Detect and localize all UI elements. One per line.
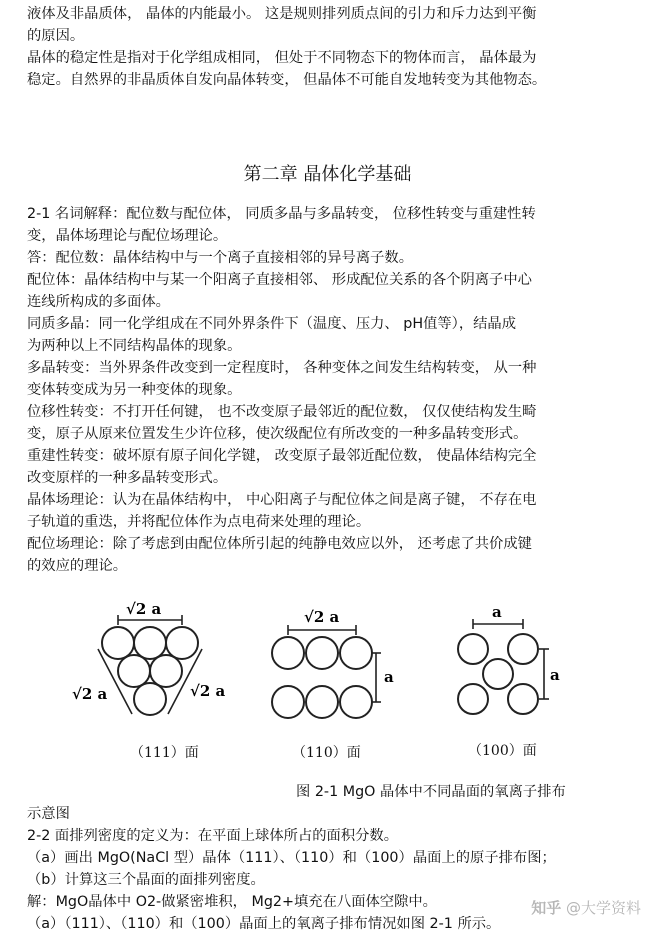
body-line-17: 的效应的理论。 — [27, 558, 128, 574]
body-line-9: 变体转变成为另一种变体的现象。 — [27, 382, 242, 398]
watermark-logo: 知乎 — [531, 899, 562, 917]
tail-line-2: 2-2 面排列密度的定义为：在平面上球体所占的面积分数。 — [27, 828, 399, 844]
fig100-side-label: a — [550, 666, 560, 684]
fig100-face-label: （100）面 — [468, 743, 537, 759]
fig111-left-label: √2 a — [72, 685, 108, 703]
tail-line-1: 示意图 — [27, 806, 70, 822]
intro-line-1: 液体及非晶质体， 晶体的内能最小。 这是规则排列质点间的引力和斥力达到平衡 — [27, 6, 537, 22]
tail-line-3: （a）画出 MgO(NaCl 型）晶体（111）、（110）和（100）晶面上的原子排布图； — [27, 850, 556, 866]
intro-line-3: 晶体的稳定性是指对于化学组成相同， 但处于不同物态下的物体而言， 晶体最为 — [27, 50, 537, 66]
figure-110 — [262, 600, 392, 730]
body-line-5: 连线所构成的多面体。 — [27, 294, 170, 310]
body-line-7: 为两种以上不同结构晶体的现象。 — [27, 338, 242, 354]
body-line-3: 答：配位数：晶体结构中与一个离子直接相邻的异号离子数。 — [27, 250, 414, 266]
fig111-face-label: （111）面 — [130, 745, 199, 761]
watermark-text: @大学资料 — [565, 899, 641, 917]
body-line-16: 配位场理论：除了考虑到由配位体所引起的纯静电效应以外， 还考虑了共价成键 — [27, 536, 532, 552]
figure-111 — [60, 596, 250, 726]
body-line-12: 重建性转变：破坏原有原子间化学键， 改变原子最邻近配位数， 使晶体结构完全 — [27, 448, 537, 464]
intro-line-2: 的原因。 — [27, 28, 85, 44]
body-line-6: 同质多晶：同一化学组成在不同外界条件下（温度、压力、 pH值等），结晶成 — [27, 316, 517, 332]
body-line-4: 配位体：晶体结构中与某一个阳离子直接相邻、 形成配位关系的各个阴离子中心 — [27, 272, 532, 288]
body-line-13: 改变原样的一种多晶转变形式。 — [27, 470, 228, 486]
body-line-8: 多晶转变：当外界条件改变到一定程度时， 各种变体之间发生结构转变， 从一种 — [27, 360, 537, 376]
body-line-10: 位移性转变：不打开任何键， 也不改变原子最邻近的配位数， 仅仅使结构发生畸 — [27, 404, 537, 420]
body-line-14: 晶体场理论：认为在晶体结构中， 中心阳离子与配位体之间是离子键， 不存在电 — [27, 492, 537, 508]
body-line-11: 变，原子从原来位置发生少许位移，使次级配位有所改变的一种多晶转变形式。 — [27, 426, 528, 442]
figure-100 — [440, 600, 570, 730]
body-line-1: 2-1 名词解释：配位数与配位体， 同质多晶与多晶转变， 位移性转变与重建性转 — [27, 206, 536, 222]
fig110-top-label: √2 a — [304, 608, 340, 626]
chapter-title: 第二章 晶体化学基础 — [243, 164, 412, 185]
fig111-top-label: √2 a — [126, 600, 162, 618]
tail-line-6: （a）（111）、（110）和（100）晶面上的氧离子排布情况如图 2-1 所示。 — [27, 916, 501, 932]
body-line-2: 变，晶体场理论与配位场理论。 — [27, 228, 228, 244]
tail-line-4: （b）计算这三个晶面的面排列密度。 — [27, 872, 265, 888]
body-line-15: 子轨道的重迭，并将配位体作为点电荷来处理的理论。 — [27, 514, 371, 530]
intro-line-4: 稳定。自然界的非晶质体自发向晶体转变， 但晶体不可能自发地转变为其他物态。 — [27, 72, 547, 88]
fig110-side-label: a — [384, 668, 394, 686]
figure-caption: 图 2-1 MgO 晶体中不同晶面的氧离子排布 — [296, 784, 566, 800]
tail-line-5: 解：MgO晶体中 O2-做紧密堆积， Mg2+填充在八面体空隙中。 — [27, 894, 437, 910]
fig111-right-label: √2 a — [190, 682, 226, 700]
fig110-face-label: （110）面 — [292, 745, 361, 761]
zhihu-watermark — [531, 897, 641, 918]
fig100-top-label: a — [492, 603, 502, 621]
